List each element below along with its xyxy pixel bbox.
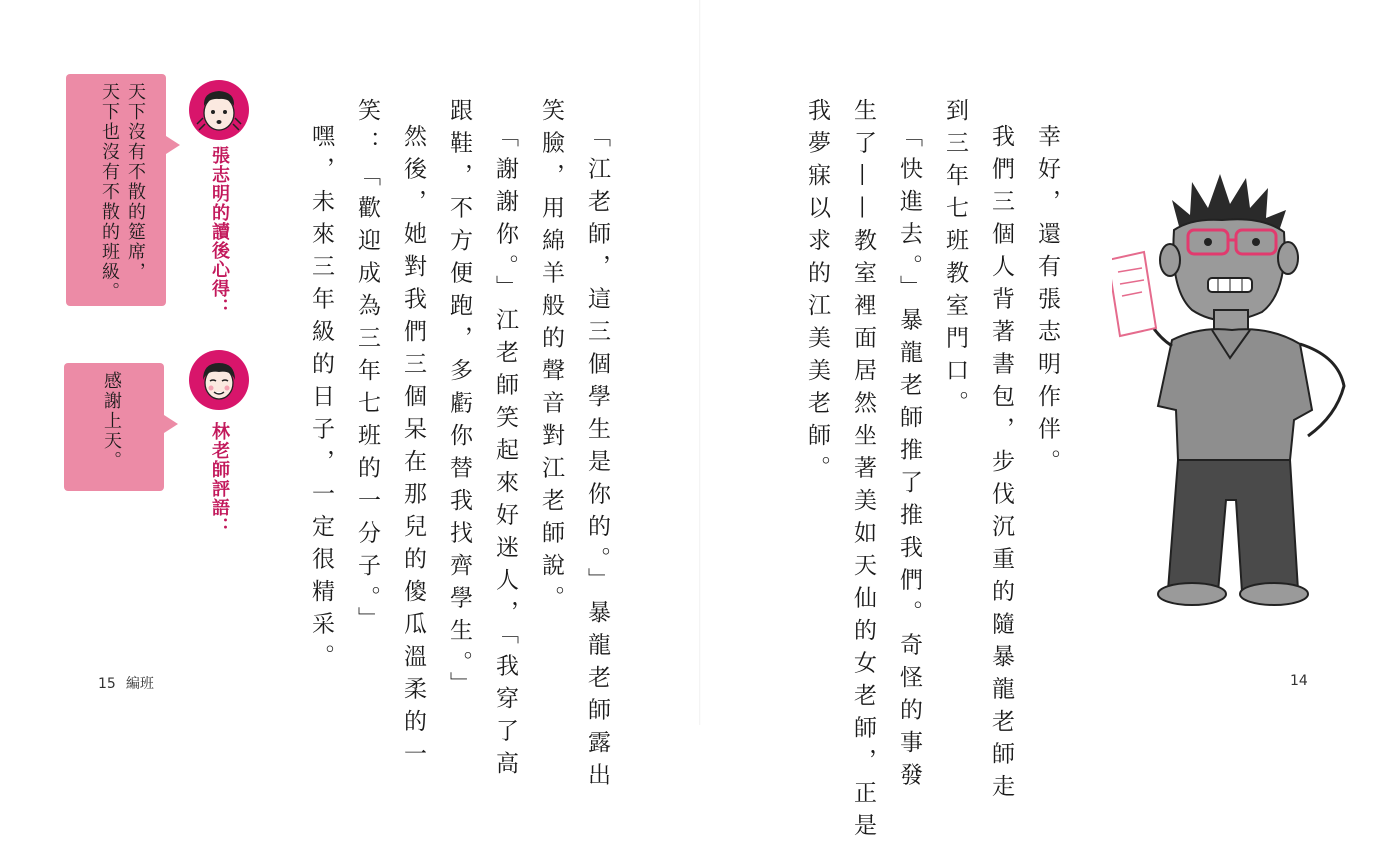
- text-line: 「江老師，這三個學生是你的。」暴龍老師露出: [584, 124, 610, 795]
- zhang-zhiming-avatar: [189, 80, 249, 140]
- reader-comment-text: [96, 82, 148, 302]
- right-folio: [1290, 673, 1308, 689]
- boy-face-icon: [189, 80, 249, 140]
- reader-comment-label: 張志明的讀後心得：: [209, 146, 230, 317]
- text-line: 我們三個人背著書包，步伐沉重的隨暴龍老師走: [988, 124, 1014, 807]
- teacher-comment-box: [64, 363, 164, 491]
- comment-line: 天下沒有不散的筵席，: [125, 82, 146, 282]
- text-line: 幸好，還有張志明作伴。: [1034, 124, 1060, 482]
- left-page-body: [284, 98, 620, 795]
- speech-bubble-tail: [164, 415, 178, 433]
- page-number: 15: [98, 676, 116, 692]
- text-line: 笑：「歡迎成為三年七班的一分子。」: [354, 98, 380, 639]
- comment-line: 感謝上天。: [101, 371, 122, 471]
- teacher-illustration: [1112, 160, 1362, 610]
- text-line: 跟鞋，不方便跑，多虧你替我找齊學生。」: [446, 98, 472, 704]
- speech-bubble-tail: [166, 136, 180, 154]
- right-page-body: [800, 98, 1070, 846]
- lin-teacher-avatar: [189, 350, 249, 410]
- teacher-comment-label: 林老師評語：: [209, 422, 230, 536]
- text-line: 然後，她對我們三個呆在那兒的傻瓜溫柔的一: [400, 124, 426, 774]
- teacher-comment-text: [98, 371, 124, 471]
- comment-line: 天下也沒有不散的班級。: [99, 82, 120, 302]
- text-line: 「謝謝你。」江老師笑起來好迷人，「我穿了高: [492, 124, 518, 784]
- text-line: 「快進去。」暴龍老師推了推我們。奇怪的事發: [896, 124, 922, 795]
- text-line: 笑臉，用綿羊般的聲音對江老師說。: [538, 98, 564, 618]
- text-line: 嘿，未來三年級的日子，一定很精采。: [308, 124, 334, 677]
- text-line: 生了——教室裡面居然坐著美如天仙的女老師，正是: [850, 98, 876, 846]
- reader-comment-box: [66, 74, 166, 306]
- girl-face-icon: [189, 350, 249, 410]
- text-line: 到三年七班教室門口。: [942, 98, 968, 423]
- page-gutter: [699, 0, 701, 725]
- page-number: 14: [1290, 673, 1308, 689]
- section-title: 編班: [125, 676, 154, 692]
- text-line: 我夢寐以求的江美美老師。: [804, 98, 830, 488]
- left-folio: [98, 673, 154, 693]
